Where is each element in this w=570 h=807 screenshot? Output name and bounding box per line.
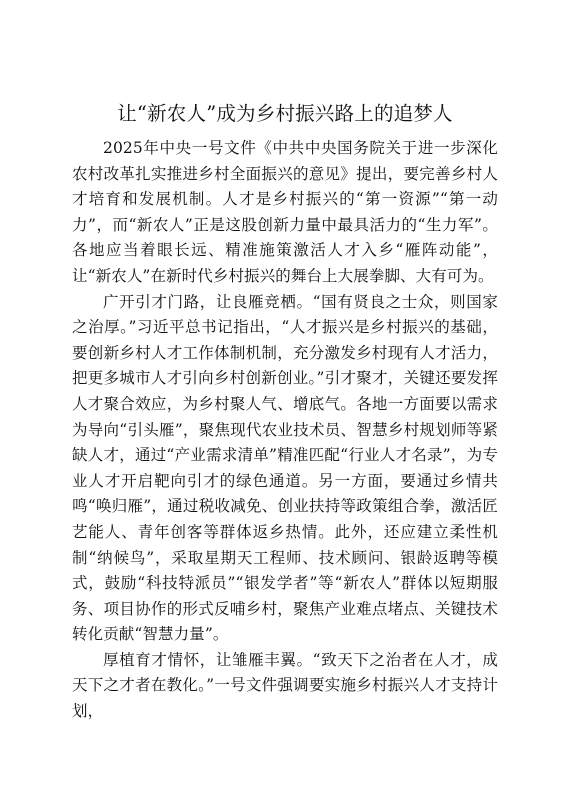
paragraph-3: 厚植育才情怀，让雏雁丰翼。“致天下之治者在人才，成天下之才者在教化。”一号文件强调要实施乡村振兴人才支持计划，: [72, 650, 498, 721]
paragraph-1: 2025年中央一号文件《中共中央国务院关于进一步深化农村改革扎实推进乡村全面振兴的意见》提出，要完善乡村人才培育和发展机制。人才是乡村振兴的“第一资源”“第一动力”，而“新农人”正是这股创新力量中最具活力的“生力军”。各地应当着眼长远、精准施策激活人才入乡“雁阵动能”，让“新农人”在新时代乡村振兴的舞台上大展拳脚、大有可为。: [72, 139, 498, 285]
paragraph-2: 广开引才门路，让良雁竞栖。“国有贤良之士众，则国家之治厚。”习近平总书记指出，“人才振兴是乡村振兴的基础，要创新乡村人才工作体制机制，充分激发乡村现有人才活力，把更多城市人才引向乡村创新创业。”引才聚才，关键还要发挥人才聚合效应，为乡村聚人气、增底气。各地一方面要以需求为导向“引头雁”，聚焦现代农业技术员、智慧乡村规划师等紧缺人才，通过“产业需求清单”精准匹配“行业人才名录”，为专业人才开启靶向引才的绿色通道。另一方面，要通过乡情共鸣“唤归雁”，通过税收减免、创业扶持等政策组合拳，激活匠艺能人、青年创客等群体返乡热情。此外，还应建立柔性机制“纳候鸟”，采取星期天工程师、技术顾问、银龄返聘等模式，鼓励“科技特派员”“银发学者”等“新农人”群体以短期服务、项目协作的形式反哺乡村，聚焦产业难点堵点、关键技术转化贡献“智慧力量”。: [72, 292, 498, 644]
document-title: 让“新农人”成为乡村振兴路上的追梦人: [117, 102, 453, 125]
